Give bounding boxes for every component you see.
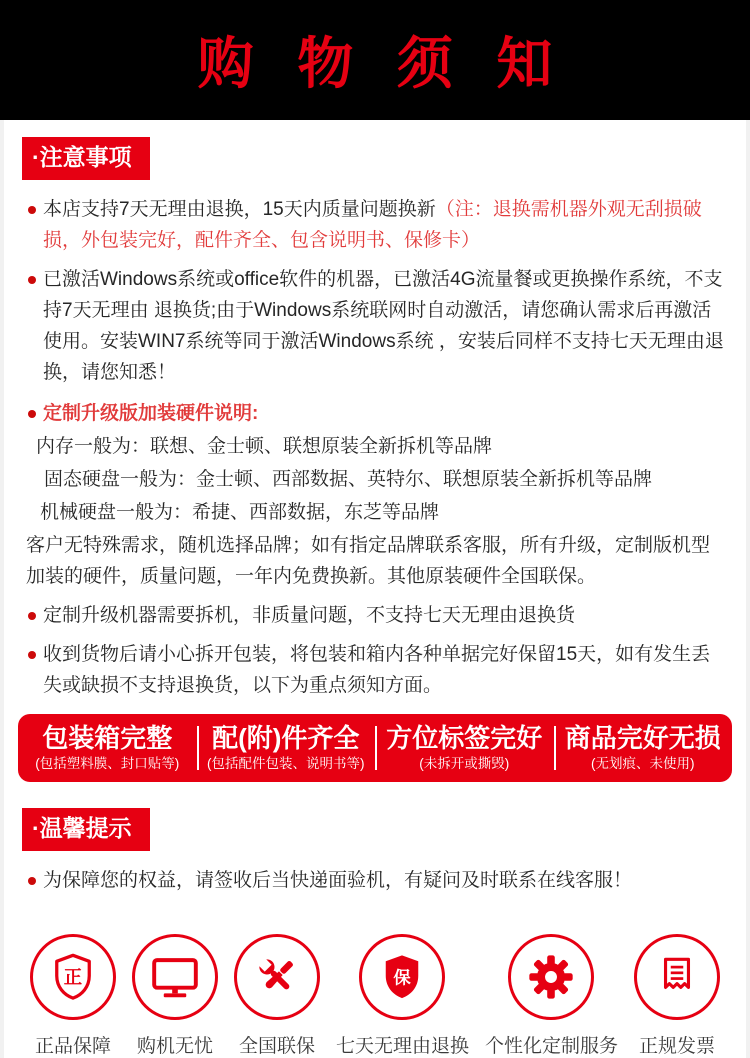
- highlight-box-accessories: [197, 720, 376, 776]
- header-banner: [0, 0, 750, 120]
- notice-item-upgrade-title: 定制升级版加装硬件说明:: [26, 398, 728, 429]
- notice-item-custom-return: 定制升级机器需要拆机，非质量问题，不支持七天无理由退换货: [26, 600, 728, 631]
- notice-upgrade-memory: 内存一般为：联想、金士顿、联想原装全新拆机等品牌: [36, 436, 493, 457]
- highlight-subtitle: (包括配件包装、说明书等): [207, 756, 365, 771]
- notice-item-activation: 已激活Windows系统或office软件的机器，已激活4G流量餐或更换操作系统，不支持7天无理由 退换货;由于Windows系统联网时自动激活，请您确认需求后再激活使用。安装WIN7系统等同于激活Windows系统 ，安装后同样不支持七天无理由退换，请您知悉！: [26, 264, 728, 388]
- highlight-subtitle: (包括塑料膜、封口贴等): [35, 756, 180, 771]
- highlight-title: 方位标签完好: [386, 723, 543, 753]
- notice-item-returns-main: 本店支持7天无理由退换，15天内质量问题换新: [43, 199, 436, 220]
- highlight-title: 包装箱完整: [42, 723, 173, 753]
- service-seven-day-return: [336, 934, 469, 1058]
- service-label: 正品保障: [34, 1036, 111, 1057]
- notice-upgrade-hdd: 机械硬盘一般为：希捷、西部数据，东芝等品牌: [40, 502, 440, 523]
- notice-list: [4, 184, 746, 701]
- highlight-subtitle: (无划痕、未使用): [591, 756, 695, 771]
- notice-upgrade-brand-policy: 客户无特殊需求，随机选择品牌；如有指定品牌联系客服，所有升级，定制版机型加装的硬件，质量问题，一年内免费换新。其他原装硬件全国联保。: [26, 535, 711, 587]
- highlight-box-packaging: [18, 720, 197, 776]
- page-title: 购 物 须 知: [197, 32, 567, 95]
- notice-section-badge: ·注意事项: [22, 137, 150, 180]
- highlight-band: [18, 714, 732, 782]
- service-label: 个性化定制服务: [484, 1036, 618, 1057]
- service-label: 购机无忧: [136, 1036, 213, 1057]
- tips-item-inspect: 为保障您的权益，请签收后当快递面验机，有疑问及时联系在线客服！: [26, 865, 728, 896]
- genuine-shield-icon: [30, 934, 116, 1020]
- highlight-title: 配(附)件齐全: [212, 723, 360, 753]
- notice-item-returns: [26, 194, 728, 256]
- highlight-subtitle: (未拆开或撕毁): [419, 756, 510, 771]
- highlight-box-labels: [375, 720, 554, 776]
- service-label: 全国联保: [238, 1036, 315, 1057]
- warranty-glyph: 保: [393, 967, 412, 988]
- tools-icon: [234, 934, 320, 1020]
- tips-section-badge: ·温馨提示: [22, 808, 150, 851]
- service-label: 七天无理由退换: [335, 1036, 469, 1057]
- notice-item-unpack: 收到货物后请小心拆开包装，将包装和箱内各种单据完好保留15天，如有发生丢失或缺损不支持退换货，以下为重点须知方面。: [26, 639, 728, 701]
- notice-content: [0, 120, 750, 1058]
- service-custom: [485, 934, 618, 1058]
- genuine-glyph: 正: [63, 966, 83, 988]
- service-guarantee-row: [4, 934, 746, 1058]
- warranty-shield-icon: [359, 934, 445, 1020]
- notice-item-returns-note: （注：退换需机器外观无刮损破损，外包装完好，配件齐全、包含说明书、保修卡）: [43, 199, 702, 251]
- service-invoice: [634, 934, 720, 1058]
- tips-list: [4, 855, 746, 896]
- gear-icon: [508, 934, 594, 1020]
- service-label: 正规发票: [638, 1036, 715, 1057]
- highlight-title: 商品完好无损: [564, 723, 721, 753]
- service-worry-free: [132, 934, 218, 1058]
- service-genuine: [30, 934, 116, 1058]
- service-national-warranty: [234, 934, 320, 1058]
- notice-upgrade-ssd: 固态硬盘一般为：金士顿、西部数据、英特尔、联想原装全新拆机等品牌: [44, 469, 653, 490]
- highlight-box-product: [554, 720, 733, 776]
- monitor-icon: [132, 934, 218, 1020]
- receipt-icon: [634, 934, 720, 1020]
